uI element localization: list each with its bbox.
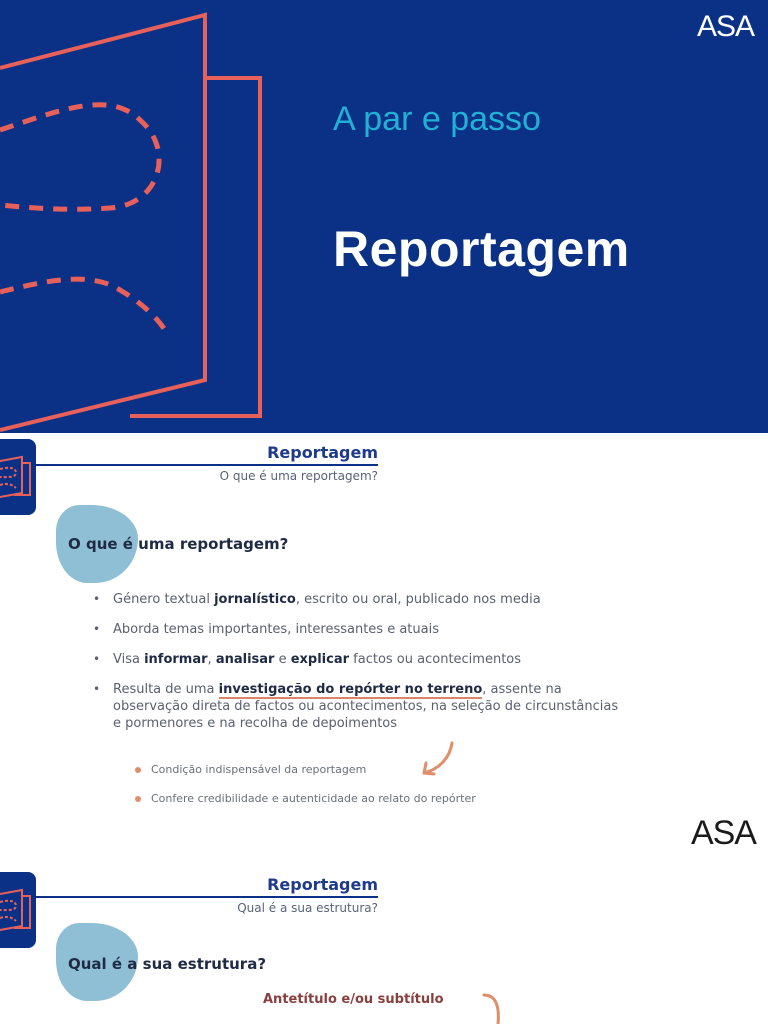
- cover-subtitle: A par e passo: [333, 100, 541, 138]
- slide-what-is-report: [0, 433, 768, 843]
- cover-title: Reportagem: [333, 221, 630, 277]
- sub-list: [135, 763, 476, 805]
- list-item: • Género textual jornalístico, escrito ou oral, publicado nos media: [93, 591, 623, 608]
- list-item: • Resulta de uma investigação do repórter no terreno, assente na observação direta de factos ou acontecimentos, na seleção de circunstâncias e pormenores e na recolha de depoimentos: [93, 681, 623, 732]
- list-item: • Aborda temas importantes, interessantes e atuais: [93, 621, 623, 638]
- section-subtitle: Qual é a sua estrutura?: [237, 901, 378, 915]
- header-line: [36, 464, 378, 466]
- asa-logo: ASA: [696, 10, 754, 43]
- question-heading: O que é uma reportagem?: [68, 535, 289, 553]
- list-item: Condição indispensável da reportagem: [135, 763, 476, 776]
- highlighted-phrase: investigação do repórter no terreno: [218, 682, 483, 697]
- list-item: • Visa informar, analisar e explicar factos ou acontecimentos: [93, 651, 623, 668]
- slide-structure: [0, 865, 768, 1024]
- book-icon: [0, 455, 36, 499]
- section-subtitle: O que é uma reportagem?: [219, 469, 378, 483]
- list-item: Confere credibilidade e autenticidade ao relato do repórter: [135, 792, 476, 805]
- section-title: Reportagem: [267, 875, 378, 894]
- question-heading: Qual é a sua estrutura?: [68, 955, 267, 973]
- book-icon: [0, 888, 36, 932]
- asa-logo: ASA: [690, 814, 756, 852]
- cover-slide: [0, 0, 768, 433]
- book-map-illustration: [0, 0, 300, 433]
- book-tab: [0, 439, 36, 515]
- header-line: [36, 896, 378, 898]
- structure-label: Antetítulo e/ou subtítulo: [263, 992, 444, 1007]
- book-tab: [0, 872, 36, 948]
- arrow-icon: [480, 993, 504, 1024]
- section-title: Reportagem: [267, 443, 378, 462]
- definition-list: [93, 591, 623, 745]
